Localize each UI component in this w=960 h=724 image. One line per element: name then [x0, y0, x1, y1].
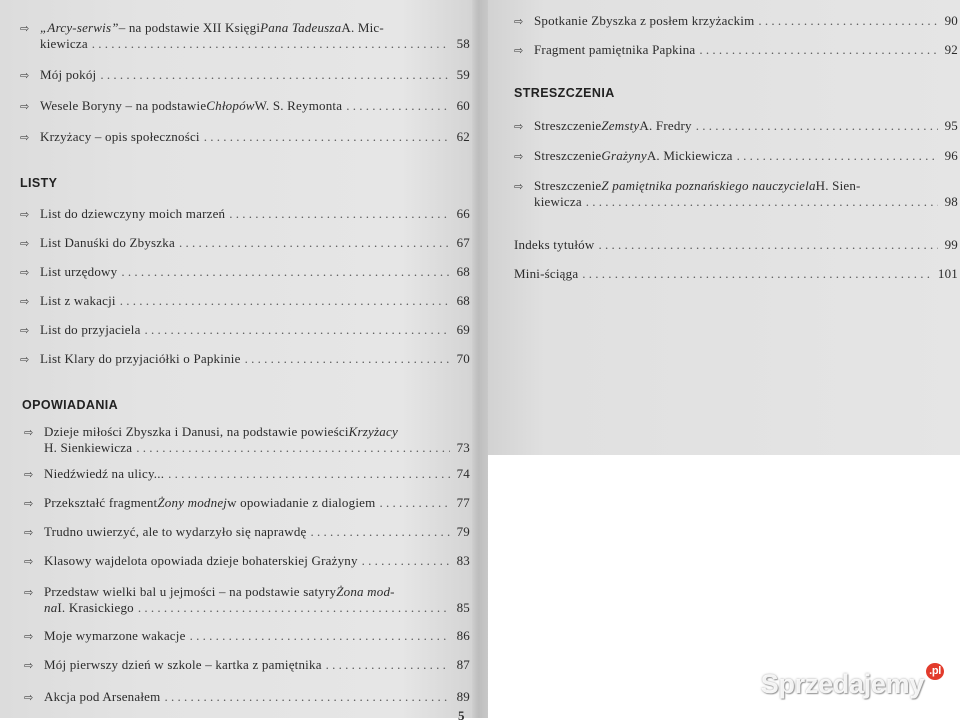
toc-entry — [24, 553, 470, 569]
arrow-right-outline-icon: ⇨ — [20, 100, 30, 113]
entry-text-segment: w opowiadanie z dialogiem — [227, 495, 376, 510]
entry-text-segment: A. Fredry — [639, 118, 692, 133]
leader-dots — [379, 495, 450, 510]
toc-entry — [20, 322, 470, 338]
page-number: 79 — [456, 524, 470, 539]
toc-entry-line — [514, 237, 958, 252]
entry-text: Fragment pamiętnika Papkina — [534, 42, 696, 57]
toc-entry — [514, 42, 958, 58]
entry-text-segment: – na podstawie XII Księgi — [118, 20, 261, 35]
entry-text: Mini-ściąga — [514, 266, 579, 281]
arrow-right-outline-icon: ⇨ — [20, 295, 30, 308]
entry-text-segment: Streszczenie — [534, 148, 602, 163]
leader-dots — [100, 67, 450, 82]
entry-text: Indeks tytułów — [514, 237, 595, 252]
toc-entry-line — [20, 20, 470, 36]
toc-entry-line — [20, 98, 470, 114]
leader-dots — [179, 235, 450, 250]
toc-entry — [20, 235, 470, 251]
arrow-right-outline-icon: ⇨ — [514, 44, 524, 57]
arrow-right-outline-icon: ⇨ — [24, 586, 34, 599]
entry-text-segment: Przekształć fragment — [44, 495, 158, 510]
toc-entry — [20, 20, 470, 51]
leader-dots — [699, 42, 938, 57]
toc-entry-line — [24, 553, 470, 569]
leader-dots — [92, 36, 450, 51]
arrow-right-outline-icon: ⇨ — [24, 526, 34, 539]
arrow-right-outline-icon: ⇨ — [20, 208, 30, 221]
entry-text: Akcja pod Arsenałem — [44, 689, 161, 704]
entry-text-segment: W. S. Reymonta — [254, 98, 343, 113]
arrow-right-outline-icon: ⇨ — [514, 120, 524, 133]
entry-text: kiewicza — [40, 36, 88, 51]
arrow-right-outline-icon: ⇨ — [24, 497, 34, 510]
entry-text: List urzędowy — [40, 264, 118, 279]
toc-entry-line — [20, 36, 470, 51]
toc-entry-line — [514, 42, 958, 58]
page-number: 59 — [456, 67, 470, 82]
leader-dots — [737, 148, 938, 163]
entry-text: Mój pokój — [40, 67, 97, 82]
arrow-right-outline-icon: ⇨ — [20, 324, 30, 337]
entry-text-segment: Przedstaw wielki bal u jejmości – na podstawie satyry — [44, 584, 337, 599]
toc-entry — [20, 98, 470, 114]
toc-entry-line — [24, 689, 470, 705]
entry-text-segment: Grażyny — [601, 148, 647, 163]
entry-text-segment: „Arcy-serwis” — [40, 20, 119, 35]
toc-entry-line — [24, 424, 470, 440]
toc-entry — [20, 293, 470, 309]
toc-entry-line — [514, 13, 958, 29]
toc-entry — [20, 67, 470, 83]
entry-text-segment: Żony modnej — [157, 495, 228, 510]
page-number: 90 — [944, 13, 958, 28]
entry-text-segment: Zemsty — [601, 118, 640, 133]
arrow-right-outline-icon: ⇨ — [20, 266, 30, 279]
page-number: 58 — [456, 36, 470, 51]
leader-dots — [586, 194, 938, 209]
leader-dots — [168, 466, 450, 481]
toc-entry — [514, 237, 958, 252]
toc-entry — [514, 178, 958, 209]
leader-dots — [362, 553, 450, 568]
page-number: 67 — [456, 235, 470, 250]
section-heading: LISTY — [20, 176, 58, 190]
toc-entry — [514, 118, 958, 134]
entry-text: Mój pierwszy dzień w szkole – kartka z pamiętnika — [44, 657, 322, 672]
leader-dots — [136, 440, 450, 455]
section-heading: STRESZCZENIA — [514, 86, 615, 100]
arrow-right-outline-icon: ⇨ — [24, 691, 34, 704]
toc-entry-line — [514, 118, 958, 134]
arrow-right-outline-icon: ⇨ — [20, 69, 30, 82]
entry-text: List do przyjaciela — [40, 322, 141, 337]
page-number: 83 — [456, 553, 470, 568]
page-number: 70 — [456, 351, 470, 366]
watermark-logo: Sprzedajemy .pl — [761, 669, 944, 700]
toc-entry-line — [20, 235, 470, 251]
leader-dots — [190, 628, 450, 643]
toc-entry-line — [24, 600, 470, 615]
page-number: 60 — [456, 98, 470, 113]
toc-entry-line — [20, 351, 470, 367]
entry-text-segment: Krzyżacy — [348, 424, 398, 439]
arrow-right-outline-icon: ⇨ — [20, 22, 30, 35]
toc-entry-line — [514, 194, 958, 209]
toc-entry — [514, 266, 958, 281]
page-number: 85 — [456, 600, 470, 615]
entry-text-segment: na — [44, 600, 58, 615]
page-number: 99 — [944, 237, 958, 252]
toc-entry — [20, 264, 470, 280]
entry-text-segment: Żona mod- — [336, 584, 395, 599]
toc-entry-line — [20, 206, 470, 222]
toc-entry-line — [20, 129, 470, 145]
entry-text: List Klary do przyjaciółki o Papkinie — [40, 351, 241, 366]
page-number: 92 — [944, 42, 958, 57]
leader-dots — [229, 206, 450, 221]
right-page — [488, 0, 960, 455]
book-gutter — [472, 0, 488, 718]
toc-entry-line — [514, 178, 958, 194]
page-number: 95 — [944, 118, 958, 133]
toc-entry — [20, 351, 470, 367]
leader-dots — [598, 237, 938, 252]
entry-text: List z wakacji — [40, 293, 116, 308]
entry-text-segment: H. Sien- — [815, 178, 861, 193]
leader-dots — [758, 13, 938, 28]
toc-entry — [24, 657, 470, 673]
leader-dots — [164, 689, 450, 704]
toc-entry-line — [24, 466, 470, 482]
toc-entry — [24, 495, 470, 511]
toc-entry-line — [24, 495, 470, 511]
toc-entry-line — [20, 264, 470, 280]
entry-text-segment: Dzieje miłości Zbyszka i Danusi, na podstawie powieści — [44, 424, 349, 439]
arrow-right-outline-icon: ⇨ — [514, 15, 524, 28]
leader-dots — [346, 98, 450, 113]
toc-entry-line — [24, 628, 470, 644]
page-number: 66 — [456, 206, 470, 221]
page-number: 74 — [456, 466, 470, 481]
arrow-right-outline-icon: ⇨ — [24, 630, 34, 643]
page-number: 96 — [944, 148, 958, 163]
toc-entry-line — [24, 440, 470, 455]
entry-text: List Danuśki do Zbyszka — [40, 235, 175, 250]
page-number: 98 — [944, 194, 958, 209]
page-number: 62 — [456, 129, 470, 144]
leader-dots — [138, 600, 450, 615]
entry-text-segment: Chłopów — [206, 98, 255, 113]
entry-text-segment: I. Krasickiego — [57, 600, 134, 615]
toc-entry-line — [514, 266, 958, 281]
page-number: 77 — [456, 495, 470, 510]
page-number: 89 — [456, 689, 470, 704]
entry-text: Moje wymarzone wakacje — [44, 628, 186, 643]
section-heading: OPOWIADANIA — [22, 398, 119, 412]
arrow-right-outline-icon: ⇨ — [20, 237, 30, 250]
toc-entry — [24, 689, 470, 705]
toc-entry — [24, 466, 470, 482]
entry-text: Niedźwiedź na ulicy... — [44, 466, 165, 481]
entry-text: Spotkanie Zbyszka z posłem krzyżackim — [534, 13, 755, 28]
toc-entry — [24, 524, 470, 540]
toc-entry — [20, 129, 470, 145]
leader-dots — [245, 351, 450, 366]
toc-entry — [20, 206, 470, 222]
arrow-right-outline-icon: ⇨ — [24, 426, 34, 439]
entry-text-segment: Streszczenie — [534, 118, 602, 133]
arrow-right-outline-icon: ⇨ — [24, 659, 34, 672]
entry-text-segment: Pana Tadeusza — [260, 20, 342, 35]
toc-entry — [514, 148, 958, 164]
entry-text-segment: Z pamiętnika poznańskiego nauczyciela — [601, 178, 816, 193]
toc-entry — [24, 584, 470, 615]
entry-text-segment: Wesele Boryny – na podstawie — [40, 98, 207, 113]
toc-entry-line — [20, 322, 470, 338]
arrow-right-outline-icon: ⇨ — [514, 180, 524, 193]
arrow-right-outline-icon: ⇨ — [20, 131, 30, 144]
entry-text: H. Sienkiewicza — [44, 440, 133, 455]
leader-dots — [120, 293, 450, 308]
toc-entry-line — [24, 584, 470, 600]
leader-dots — [311, 524, 450, 539]
entry-text: List do dziewczyny moich marzeń — [40, 206, 226, 221]
leader-dots — [145, 322, 450, 337]
page-number: 101 — [937, 266, 958, 281]
entry-text-segment: A. Mickiewicza — [646, 148, 733, 163]
entry-text: Krzyżacy – opis społeczności — [40, 129, 200, 144]
arrow-right-outline-icon: ⇨ — [514, 150, 524, 163]
page-number: 69 — [456, 322, 470, 337]
arrow-right-outline-icon: ⇨ — [24, 555, 34, 568]
toc-entry-line — [20, 67, 470, 83]
toc-entry — [24, 424, 470, 455]
page-number: 87 — [456, 657, 470, 672]
toc-entry-line — [20, 293, 470, 309]
toc-entry-line — [24, 524, 470, 540]
leader-dots — [326, 657, 450, 672]
page-folio: 5 — [458, 708, 465, 723]
toc-entry-line — [24, 657, 470, 673]
page-number: 68 — [456, 293, 470, 308]
arrow-right-outline-icon: ⇨ — [20, 353, 30, 366]
entry-text: kiewicza — [534, 194, 582, 209]
toc-entry-line — [514, 148, 958, 164]
page-number: 73 — [456, 440, 470, 455]
entry-text-segment: Streszczenie — [534, 178, 602, 193]
entry-text-segment: A. Mic- — [341, 20, 384, 35]
toc-entry — [514, 13, 958, 29]
leader-dots — [121, 264, 450, 279]
entry-text: Trudno uwierzyć, ale to wydarzyło się naprawdę — [44, 524, 307, 539]
page-number: 68 — [456, 264, 470, 279]
page-number: 86 — [456, 628, 470, 643]
leader-dots — [204, 129, 450, 144]
toc-entry — [24, 628, 470, 644]
entry-text: Klasowy wajdelota opowiada dzieje bohaterskiej Grażyny — [44, 553, 358, 568]
leader-dots — [696, 118, 938, 133]
leader-dots — [582, 266, 932, 281]
arrow-right-outline-icon: ⇨ — [24, 468, 34, 481]
